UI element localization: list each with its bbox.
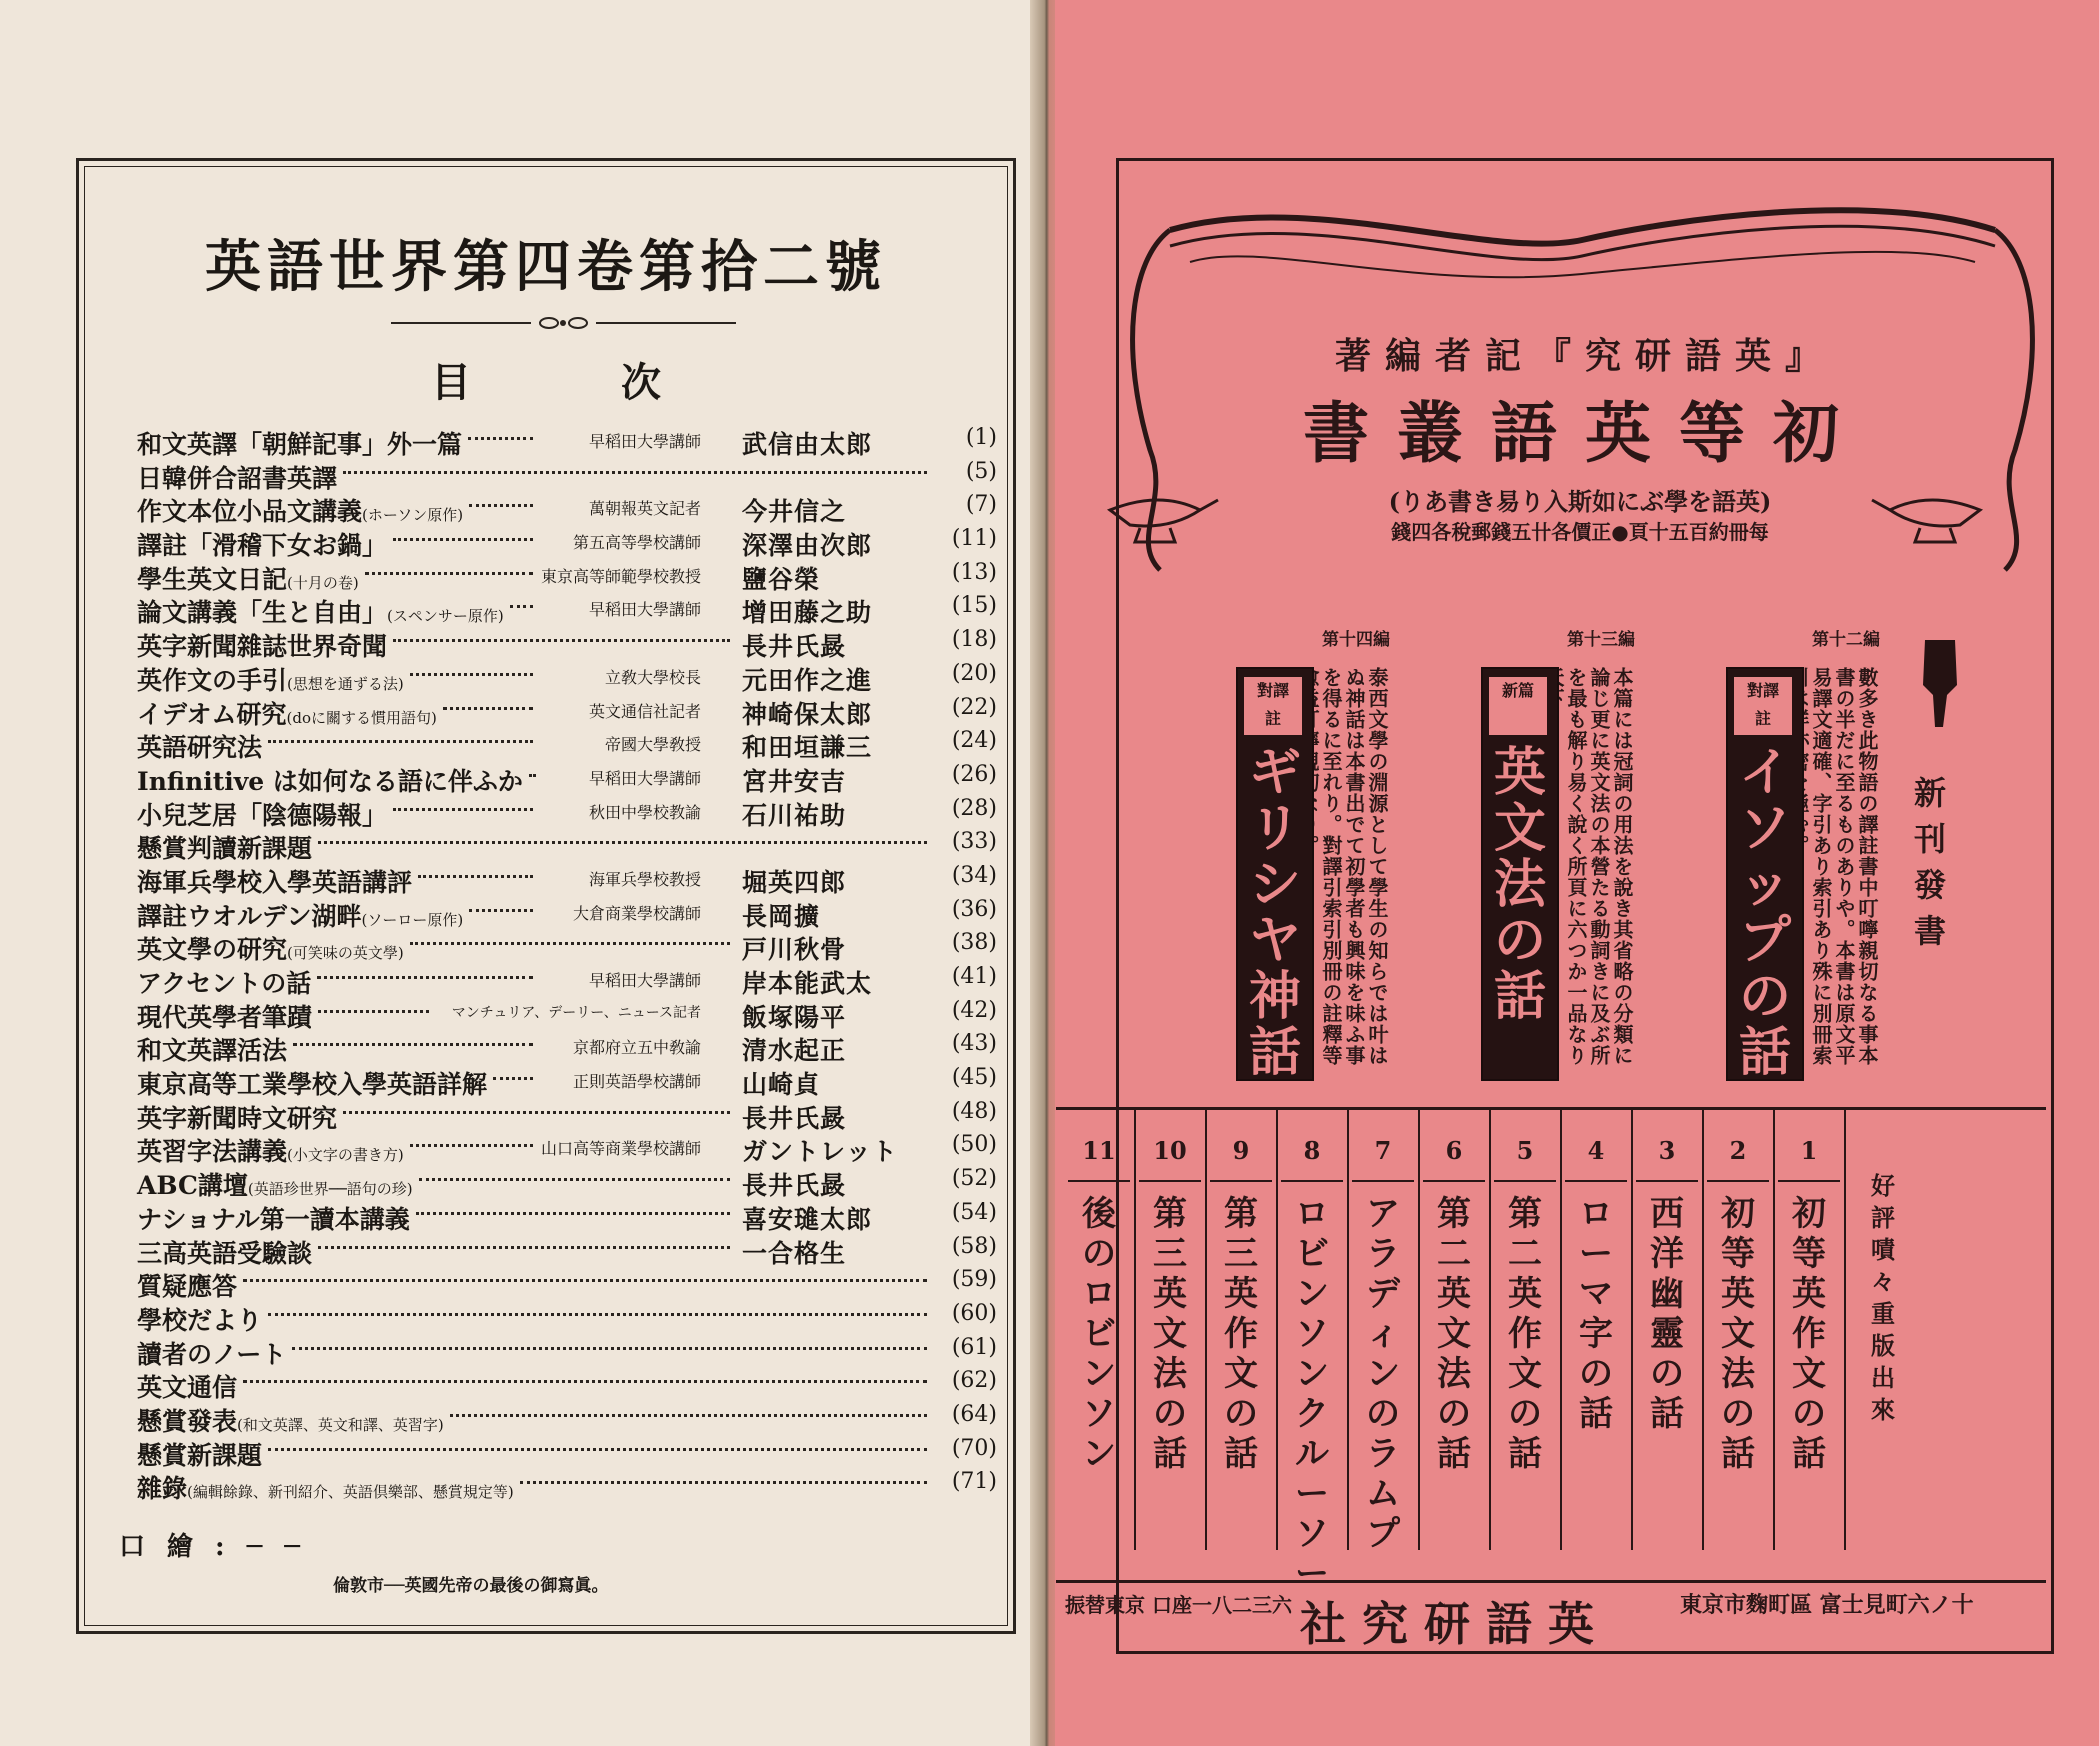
toc-entry-title	[137, 1132, 404, 1168]
toc-entry	[137, 861, 997, 895]
series-divider	[1636, 1180, 1698, 1182]
toc-entry-page: (41)	[951, 964, 997, 989]
toc-entry-title	[137, 1031, 287, 1067]
dot-leader	[469, 909, 533, 912]
toc-entry-title	[137, 1267, 237, 1303]
dot-leader	[318, 1246, 730, 1249]
toc-entry-note: (小文字の書き方)	[287, 1146, 404, 1165]
toc-entry-title-text: 英作文の手引	[137, 665, 288, 695]
toc-entry-author: 鹽谷榮	[742, 564, 821, 594]
toc-entry-page: (43)	[951, 1031, 997, 1057]
toc-list	[137, 423, 997, 1504]
series-title: ロ ー マ 字 の 話	[1579, 1194, 1613, 1434]
banner-editor: 著編者記『究研語英』	[1334, 335, 1835, 377]
toc-entry-title-text: 英習字法講義	[137, 1137, 288, 1167]
toc-entry-author: 武信由太郎	[742, 430, 873, 459]
toc-entry-title	[137, 796, 387, 832]
toc-entry-author: ガントレット	[742, 1137, 898, 1167]
toc-entry-affiliation: 第五高等學校講師	[572, 533, 701, 553]
toc-entry-note: (ホーソン原作)	[362, 506, 464, 525]
toc-entry-page: (7)	[965, 492, 997, 518]
series-item	[1064, 1110, 1136, 1550]
book-description: 數多き此物語の譯註書中叮嚀親切なる事本書の半だに至るものありや。本書は原文平易譯文適確、字引あり索引あり殊に別冊索	[1809, 667, 1879, 1066]
toc-entry-title	[137, 762, 523, 798]
series-item	[1277, 1110, 1349, 1594]
dot-leader	[393, 538, 533, 541]
toc-entry-author: 飯塚陽平	[742, 1002, 847, 1032]
oil-lamp-icon	[1100, 470, 1220, 545]
toc-entry-title	[137, 1200, 410, 1236]
toc-entry-page: (62)	[951, 1368, 997, 1394]
series-number: 7	[1374, 1136, 1392, 1165]
oil-lamp-icon	[1870, 470, 1990, 545]
toc-entry-title-text: 日韓併合詔書英譯	[137, 463, 338, 493]
toc-entry-title-text: Infinitive は如何なる語に伴ふか	[137, 766, 523, 796]
toc-entry-title	[137, 560, 359, 596]
toc-entry-page: (42)	[951, 997, 997, 1023]
toc-entry-page: (38)	[951, 930, 997, 956]
toc-entry-note: (doに關する慣用語句)	[286, 708, 437, 727]
dot-leader	[443, 707, 533, 710]
toc-entry-title-text: 學生英文日記	[137, 564, 288, 594]
book-title-box	[1481, 667, 1559, 1081]
dot-leader	[410, 942, 730, 945]
series-number: 8	[1303, 1136, 1321, 1165]
toc-entry	[137, 1333, 997, 1367]
toc-entry-page: (70)	[951, 1435, 997, 1461]
toc-entry-title-text: 懸賞判讀新課題	[137, 834, 313, 864]
toc-entry-note: (可笑味の英文學)	[287, 944, 404, 963]
toc-entry-title	[137, 863, 412, 899]
toc-entry-affiliation: 東京高等師範學校教授	[541, 566, 702, 586]
toc-entry-affiliation: 京都府立五中敎諭	[572, 1038, 701, 1058]
dot-leader	[318, 1010, 429, 1013]
toc-entry-title-text: 和文英譯「朝鮮記事」外一篇	[137, 430, 463, 459]
book-description: 本篇には冠詞の用法を說き其省略の分類に論じ更に英文法の本營たる動詞きに及ぶ所を最も解り易く說く所頁に六つか一品なり	[1564, 667, 1634, 1066]
book-title-box	[1236, 667, 1314, 1081]
toc-entry-author: 增田藤之助	[742, 598, 873, 628]
toc-entry-title-text: アクセントの話	[137, 969, 312, 998]
toc-entry-affiliation: 萬朝報英文記者	[588, 499, 701, 519]
series-item	[1206, 1110, 1278, 1550]
book-title: ギ リ シ ヤ 神 話	[1248, 742, 1301, 1083]
pointing-hand-icon	[1917, 635, 1963, 730]
series-item	[1632, 1110, 1704, 1550]
toc-entry-title	[137, 459, 337, 495]
toc-entry-author: 喜安璡太郎	[742, 1204, 873, 1234]
dot-leader	[468, 437, 533, 440]
toc-entry-title-text: 英文學の研究	[137, 935, 288, 965]
series-title: 第 二 英 作 文 の 話	[1508, 1194, 1542, 1474]
dot-leader	[268, 1313, 927, 1316]
toc-entry-title-text: 英文通信	[137, 1373, 238, 1403]
series-item	[1348, 1110, 1420, 1554]
book-tag: 對譯 註	[1734, 677, 1792, 735]
toc-entry-affiliation: マンチュリア、デーリー、ニュース記者	[451, 1004, 701, 1021]
toc-entry-title-text: 海軍兵學校入學英語講評	[137, 867, 413, 897]
toc-entry-page: (5)	[965, 458, 997, 484]
series-number: 3	[1658, 1136, 1676, 1165]
book-tag: 對譯 註	[1244, 677, 1302, 735]
series-title: 第 三 英 作 文 の 話	[1224, 1194, 1258, 1474]
series-number: 10	[1153, 1136, 1187, 1165]
banner-note: (りあ書き易り入斯如にぶ學を語英)	[1388, 487, 1772, 516]
toc-entry-affiliation: 立敎大學校長	[604, 667, 701, 687]
series-divider	[1068, 1180, 1130, 1182]
dot-leader	[410, 1144, 533, 1147]
dot-leader	[268, 740, 533, 743]
toc-entry-page: (71)	[951, 1469, 997, 1495]
toc-entry-title-text: 東京高等工業學校入學英語詳解	[137, 1070, 488, 1100]
toc-entry-title-text: 雜錄	[137, 1474, 188, 1504]
toc-entry-affiliation: 秋田中學校教諭	[588, 802, 701, 822]
toc-entry-affiliation: 英文通信社記者	[588, 701, 701, 721]
toc-entry-author: 深澤由次郎	[742, 531, 873, 561]
toc-entry-title	[137, 930, 404, 966]
toc-entry-title-text: 學校だより	[137, 1305, 263, 1335]
dot-leader	[343, 471, 927, 474]
toc-entry-author: 和田垣謙三	[742, 733, 873, 763]
series-divider	[1565, 1180, 1627, 1182]
new-book-listing	[1395, 625, 1635, 1095]
series-number: 6	[1445, 1136, 1463, 1165]
toc-entry-title	[137, 1065, 487, 1101]
series-item	[1490, 1110, 1562, 1550]
series-divider	[1281, 1180, 1343, 1182]
toc-entry-affiliation: 早稻田大學講師	[588, 768, 701, 788]
toc-entry-author: 岸本能武太	[742, 969, 873, 998]
toc-entry	[137, 1130, 997, 1167]
toc-entry	[137, 457, 997, 491]
series-number: 4	[1587, 1136, 1605, 1165]
toc-entry	[137, 1164, 997, 1201]
toc-entry	[137, 760, 997, 794]
toc-entry	[137, 1400, 997, 1434]
series-item	[1561, 1110, 1633, 1550]
toc-entry	[137, 1232, 997, 1266]
toc-entry	[137, 1063, 997, 1100]
toc-entry-title	[137, 897, 463, 933]
toc-entry-title	[137, 695, 437, 731]
toc-entry-page: (45)	[951, 1065, 997, 1091]
toc-entry-title	[137, 964, 311, 1000]
series-number: 9	[1232, 1136, 1250, 1165]
toc-entry-author: 神崎保太郎	[742, 699, 873, 729]
dot-leader	[493, 1077, 533, 1080]
toc-entry-note: (十月の卷)	[287, 573, 359, 592]
book-title-box	[1726, 667, 1804, 1081]
series-title: 後 の ロ ビ ン ソ ン	[1082, 1194, 1116, 1474]
toc-entry-author: 今井信之	[742, 497, 847, 527]
toc-entry	[137, 591, 997, 628]
dot-leader	[450, 1414, 927, 1417]
toc-entry-title-text: ナショナル第一讀本講義	[137, 1204, 410, 1234]
toc-entry	[137, 1366, 997, 1403]
book-title: イ ソ ッ プ の 話	[1738, 742, 1791, 1083]
series-divider	[1352, 1180, 1414, 1182]
toc-entry	[137, 490, 997, 527]
new-book-listing	[1640, 625, 1880, 1095]
toc-entry-title-text: 作文本位小品文講義	[137, 497, 363, 527]
toc-entry-page: (64)	[951, 1401, 997, 1427]
series-title: 西 洋 幽 靈 の 話	[1650, 1194, 1684, 1434]
toc-entry-page: (28)	[951, 795, 997, 821]
series-divider	[1423, 1180, 1485, 1182]
new-book-listing	[1150, 625, 1390, 1095]
toc-entry-page: (24)	[951, 728, 997, 754]
toc-entry	[137, 625, 997, 662]
toc-entry-note: (和文英譯、英文和譯、英習字)	[237, 1415, 444, 1434]
toc-entry-title	[137, 1166, 413, 1202]
toc-entry	[137, 1467, 997, 1504]
toc-entry-title	[137, 829, 312, 865]
volume-number: 第十四編	[1322, 630, 1390, 650]
dot-leader	[243, 1279, 927, 1282]
toc-entry-page: (50)	[951, 1132, 997, 1158]
toc-entry-page: (60)	[951, 1300, 997, 1326]
toc-entry-title	[137, 1402, 444, 1438]
series-title: 第 三 英 文 法 の 話	[1153, 1194, 1187, 1474]
dot-leader	[343, 1111, 730, 1114]
toc-entry	[137, 794, 997, 828]
series-divider	[1139, 1180, 1201, 1182]
toc-entry-page: (11)	[951, 526, 997, 552]
toc-entry-page: (54)	[951, 1199, 997, 1225]
toc-entry-page: (36)	[951, 896, 997, 922]
toc-entry-author: 山崎貞	[742, 1070, 821, 1100]
series-title: ロ ビ ン ソ ン ク ル ー ソ ー	[1295, 1194, 1329, 1594]
toc-entry-author: 長井氏晸	[742, 632, 847, 662]
toc-entry-affiliation: 大倉商業學校講師	[572, 903, 701, 923]
reprint-heading: 好 評 嘖 々 重 版 出 來	[1871, 1171, 1895, 1424]
dot-leader	[293, 1043, 533, 1046]
toc-entry-title-text: 英字新聞時文研究	[137, 1103, 338, 1133]
toc-entry	[137, 1299, 997, 1333]
toc-entry-title	[137, 1469, 514, 1505]
contents-heading: 目次	[431, 359, 811, 406]
toc-entry	[137, 1265, 997, 1302]
toc-entry-affiliation: 海軍兵學校教授	[588, 869, 701, 889]
toc-entry	[137, 827, 997, 864]
toc-entry-affiliation: 山口高等商業學校講師	[541, 1139, 702, 1159]
dot-leader	[469, 504, 533, 507]
ornament-divider	[391, 313, 736, 333]
toc-entry-title-text: 三高英語受驗談	[137, 1238, 313, 1268]
toc-entry-page: (20)	[951, 660, 997, 686]
toc-entry	[137, 659, 997, 693]
toc-entry-page: (1)	[965, 425, 997, 450]
toc-entry-note: (英語珍世界──語句の珍)	[247, 1180, 413, 1199]
toc-entry-author: 元田作之進	[742, 665, 873, 695]
toc-entry-author: 清水起正	[742, 1036, 847, 1066]
toc-entry-title-text: 譯註ウオルデン湖畔	[137, 901, 362, 931]
series-item	[1135, 1110, 1207, 1550]
series-title: 初 等 英 文 法 の 話	[1721, 1194, 1755, 1474]
series-number: 11	[1082, 1136, 1116, 1165]
toc-entry-note: (思想を通ずる法)	[287, 674, 404, 693]
series-item	[1703, 1110, 1775, 1550]
toc-entry-note: (スペンサー原作)	[387, 607, 504, 626]
toc-entry	[137, 524, 997, 561]
toc-entry-title	[137, 627, 387, 663]
frontispiece-label: 口繪:──	[119, 1532, 322, 1562]
banner-price: 錢四各稅郵錢五卄各價正●頁十五百約冊每	[1391, 520, 1769, 544]
dot-leader	[418, 875, 533, 878]
toc-entry-author: 堀英四郎	[742, 867, 847, 897]
toc-entry-affiliation: 早稻田大學講師	[588, 432, 701, 451]
toc-entry-title-text: 譯註「滑稽下女お鍋」	[137, 531, 388, 561]
toc-entry-title	[137, 526, 387, 562]
dot-leader	[292, 1347, 927, 1350]
dot-leader	[393, 639, 730, 642]
toc-entry-title-text: 和文英譯活法	[137, 1036, 288, 1066]
toc-entry-page: (52)	[951, 1166, 997, 1192]
dot-leader	[520, 1481, 927, 1484]
toc-entry-title	[137, 1099, 337, 1135]
book-description: 泰西文學の淵源として學生の知らでは叶はぬ神話は本書出でて初學者も興味を味ふ事を得るに至れり。對譯引索引別冊の註釋等	[1319, 667, 1389, 1066]
series-divider	[1707, 1180, 1769, 1182]
dot-leader	[317, 976, 533, 979]
toc-entry	[137, 1097, 997, 1131]
dot-leader	[318, 841, 927, 844]
toc-entry-title	[137, 1301, 262, 1337]
toc-entry-title	[137, 728, 262, 764]
toc-entry-title	[137, 661, 404, 697]
book-tag: 新篇	[1489, 677, 1547, 735]
toc-entry-title	[137, 593, 504, 629]
toc-entry	[137, 1029, 997, 1066]
toc-entry-page: (13)	[951, 559, 997, 585]
dot-leader	[510, 605, 533, 608]
dot-leader	[393, 808, 533, 811]
toc-entry	[137, 558, 997, 592]
toc-entry-title	[137, 1335, 286, 1371]
postal-transfer-account: 振替東京 口座一八二三六	[1065, 1593, 1292, 1617]
toc-entry-title-text: 小兒芝居「陰德陽報」	[137, 800, 388, 830]
toc-entry-title-text: 英字新聞雜誌世界奇聞	[137, 632, 388, 662]
toc-entry-author: 宮井安吉	[742, 766, 847, 796]
book-title: 英 文 法 の 話	[1493, 742, 1546, 1027]
series-item	[1419, 1110, 1491, 1550]
toc-entry-author: 戸川秋骨	[742, 935, 847, 965]
series-title: 第 二 英 文 法 の 話	[1437, 1194, 1471, 1474]
publisher-name: 社究研語英	[1300, 1597, 1610, 1651]
toc-entry-title-text: 英語研究法	[137, 733, 263, 763]
series-divider	[1778, 1180, 1840, 1182]
series-title: 初 等 英 作 文 の 話	[1792, 1194, 1826, 1474]
toc-entry-title	[137, 1234, 312, 1270]
volume-number: 第十三編	[1567, 630, 1635, 650]
toc-entry-title-text: 懸賞發表	[137, 1406, 238, 1436]
toc-frame	[76, 158, 1016, 1634]
frontispiece-item: 倫敦市──英國先帝の最後の御寫眞。	[333, 1576, 609, 1596]
toc-entry-title	[137, 1368, 237, 1404]
toc-entry	[137, 895, 997, 929]
toc-entry-affiliation: 正則英語學校講師	[572, 1072, 701, 1092]
toc-entry-page: (15)	[951, 593, 997, 619]
toc-entry-title-text: 質疑應答	[137, 1272, 238, 1302]
toc-entry-page: (33)	[951, 829, 997, 855]
toc-entry-title-text: 論文講義「生と自由」	[137, 598, 388, 628]
toc-entry	[137, 726, 997, 763]
toc-entry-title	[137, 425, 462, 461]
toc-entry-author: 長井氏晸	[742, 1171, 847, 1201]
dot-leader	[529, 774, 533, 777]
toc-entry	[137, 996, 997, 1030]
toc-entry-affiliation: 早稻田大學講師	[588, 971, 701, 990]
toc-entry-title-text: 懸賞新課題	[137, 1440, 263, 1470]
toc-entry-page: (61)	[951, 1334, 997, 1360]
series-divider	[1210, 1180, 1272, 1182]
toc-entry	[137, 693, 997, 727]
toc-entry-author: 長井氏晸	[742, 1103, 847, 1133]
toc-entry-page: (48)	[951, 1098, 997, 1124]
toc-entry	[137, 1434, 997, 1468]
dot-leader	[365, 572, 533, 575]
toc-entry-title-text: 現代英學者筆蹟	[137, 1002, 313, 1032]
toc-entry-page: (59)	[951, 1267, 997, 1293]
series-divider	[1494, 1180, 1556, 1182]
toc-entry-title	[137, 998, 312, 1034]
series-item	[1774, 1110, 1846, 1550]
toc-entry-affiliation: 早稻田大學講師	[588, 600, 701, 620]
new-publication-label: 新 刊 發 書	[1913, 774, 1946, 950]
toc-entry-title-text: ABC講壇	[137, 1171, 248, 1201]
toc-entry-author: 長岡擴	[742, 901, 821, 931]
toc-entry	[137, 928, 997, 965]
toc-entry-note: (ソーロー原作)	[361, 910, 464, 929]
toc-entry-affiliation: 帝國大學敎授	[604, 735, 701, 755]
toc-entry-note: (編輯餘錄、新刊紹介、英語倶樂部、懸賞規定等)	[187, 1483, 514, 1502]
toc-entry-title-text: 讀者のノート	[137, 1339, 287, 1369]
series-number: 1	[1800, 1136, 1818, 1165]
dot-leader	[419, 1178, 730, 1181]
series-number: 2	[1729, 1136, 1747, 1165]
series-title: ア ラ デ ィ ン の ラ ム プ	[1366, 1194, 1400, 1554]
toc-entry-page: (26)	[951, 761, 997, 787]
dot-leader	[243, 1380, 927, 1383]
dot-leader	[268, 1448, 927, 1451]
toc-entry-author: 一合格生	[742, 1238, 847, 1268]
toc-entry	[137, 962, 997, 996]
toc-entry-page: (18)	[951, 627, 997, 653]
toc-entry-title	[137, 1436, 262, 1472]
toc-entry-author: 石川祐助	[742, 800, 847, 830]
toc-entry-title	[137, 492, 463, 528]
dot-leader	[416, 1212, 730, 1215]
toc-entry-page: (34)	[951, 862, 997, 888]
publisher-address: 東京市麴町區 富士見町六ノ十	[1680, 1592, 1974, 1618]
toc-entry	[137, 423, 997, 457]
banner-series-title: 書叢語英等初	[1303, 394, 1867, 472]
toc-page	[0, 0, 1040, 1746]
volume-number: 第十二編	[1812, 630, 1880, 650]
series-number: 5	[1516, 1136, 1534, 1165]
toc-entry-page: (58)	[951, 1233, 997, 1259]
issue-title: 英語世界第四卷第拾二號	[205, 234, 887, 300]
dot-leader	[410, 673, 533, 676]
toc-entry	[137, 1198, 997, 1232]
toc-entry-page: (22)	[951, 694, 997, 720]
toc-entry-title-text: イデオム研究	[137, 699, 287, 729]
